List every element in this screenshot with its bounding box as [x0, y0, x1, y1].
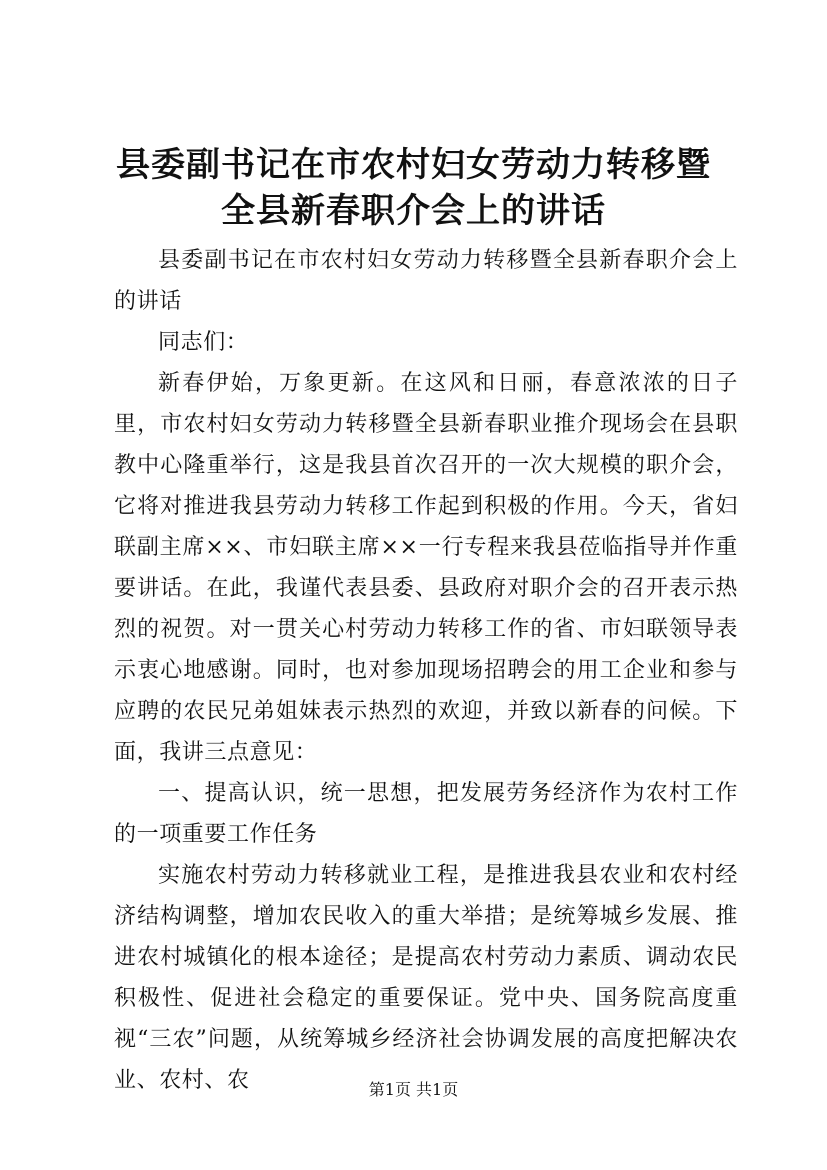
document-body	[114, 240, 738, 1101]
document-title: 县委副书记在市农村妇女劳动力转移暨全县新春职介会上的讲话	[116, 145, 711, 231]
paragraph-opening: 新春伊始，万象更新。在这风和日丽，春意浓浓的日子里，市农村妇女劳动力转移暨全县新春职业推介现场会在县职教中心隆重举行，这是我县首次召开的一次大规模的职介会，它将对推进我县劳动力转移工作起到积极的作用。今天，省妇联副主席××、市妇联主席××一行专程来我县莅临指导并作重要讲话。在此，我谨代表县委、县政府对职介会的召开表示热烈的祝贺。对一贯关心村劳动力转移工作的省、市妇联领导表示衷心地感谢。同时，也对参加现场招聘会的用工企业和参与应聘的农民兄弟姐妹表示热烈的欢迎，并致以新春的问候。下面，我讲三点意见：	[114, 371, 738, 765]
paragraph-salutation: 同志们：	[158, 330, 249, 355]
page-footer: 第1页 共1页	[368, 1080, 459, 1099]
paragraph-subtitle: 县委副书记在市农村妇女劳动力转移暨全县新春职介会上的讲话	[114, 248, 738, 314]
paragraph-body: 实施农村劳动力转移就业工程，是推进我县农业和农村经济结构调整，增加农民收入的重大举措；是统筹城乡发展、推进农村城镇化的根本途径；是提高农村劳动力素质、调动农民积极性、促进社会稳定的重要保证。党中央、国务院高度重视“三农”问题，从统筹城乡经济社会协调发展的高度把解决农业、农村、农	[114, 863, 738, 1093]
paragraph-heading-one: 一、提高认识，统一思想，把发展劳务经济作为农村工作的一项重要工作任务	[114, 781, 738, 847]
